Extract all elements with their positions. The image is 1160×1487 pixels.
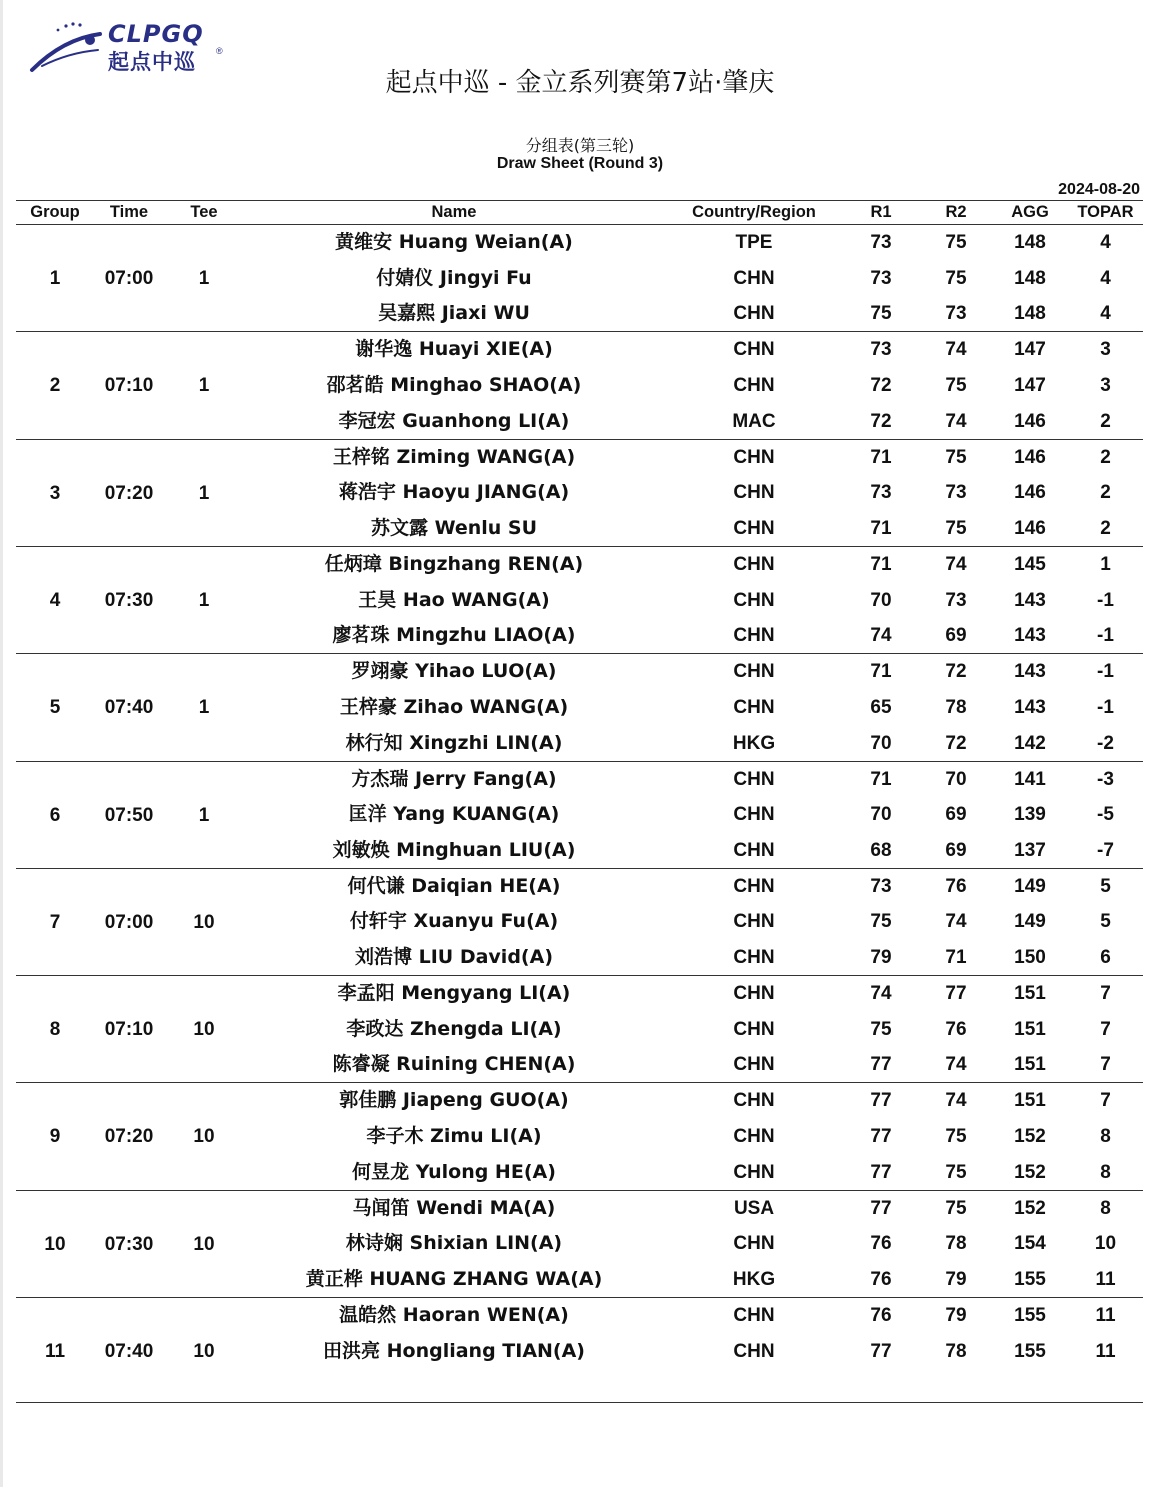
player-agg: 146 (1014, 482, 1046, 504)
group-number: 10 (44, 1233, 66, 1255)
player-name: 郭佳鹏 Jiapeng GUO(A) (339, 1089, 569, 1112)
player-topar: 10 (1094, 1233, 1117, 1255)
tee-time: 07:40 (104, 1341, 154, 1362)
player-topar: 8 (1100, 1126, 1111, 1148)
player-r1: 73 (870, 482, 892, 504)
tee-number: 1 (198, 375, 210, 397)
logo-text: CLPGQ (108, 20, 204, 48)
player-r2: 76 (945, 1018, 967, 1040)
group-number: 9 (49, 1126, 61, 1148)
player-r2: 77 (945, 983, 967, 1005)
table-row (16, 404, 1143, 440)
player-country: CHN (733, 1161, 775, 1183)
table-row (16, 1191, 1143, 1227)
table-row (16, 762, 1143, 798)
player-r1: 73 (870, 875, 892, 897)
player-r1: 77 (870, 1090, 892, 1112)
table-row (16, 1226, 1143, 1262)
player-agg: 146 (1014, 517, 1046, 539)
player-name: 李孟阳 Mengyang LI(A) (337, 982, 571, 1005)
tee-number: 1 (198, 589, 210, 611)
table-row (16, 976, 1143, 1012)
player-agg: 155 (1014, 1269, 1046, 1291)
tee-number: 1 (198, 482, 210, 504)
player-country: CHN (733, 1126, 775, 1148)
player-r2: 74 (945, 1090, 967, 1112)
player-r1: 77 (870, 1340, 892, 1362)
tee-time: 07:30 (104, 1233, 154, 1255)
player-topar: 11 (1095, 1269, 1116, 1291)
player-topar: 1 (1100, 553, 1111, 575)
player-r1: 65 (870, 696, 892, 718)
player-agg: 148 (1014, 267, 1046, 289)
tee-time: 07:10 (104, 375, 154, 397)
group-block (16, 976, 1143, 1083)
player-topar: 3 (1100, 339, 1111, 361)
player-r2: 69 (945, 804, 967, 826)
player-name: 李冠宏 Guanhong LI(A) (338, 409, 570, 432)
player-country: CHN (733, 374, 775, 396)
player-r1: 74 (870, 983, 892, 1005)
player-agg: 151 (1014, 1054, 1046, 1076)
col-group: Group (30, 203, 80, 221)
table-row (16, 726, 1143, 762)
tee-number: 10 (193, 911, 215, 933)
page-title: 起点中巡 - 金立系列赛第7站·肇庆 (385, 68, 775, 98)
player-topar: 7 (1100, 983, 1111, 1005)
player-r2: 74 (945, 911, 967, 933)
player-r1: 77 (870, 1197, 892, 1219)
player-r2: 69 (945, 839, 967, 861)
player-agg: 154 (1014, 1233, 1046, 1255)
player-r2: 78 (945, 1340, 967, 1362)
player-agg: 151 (1014, 1090, 1046, 1112)
player-topar: 8 (1100, 1161, 1111, 1183)
player-country: CHN (733, 1305, 775, 1326)
player-name: 蒋浩宇 Haoyu JIANG(A) (338, 481, 570, 504)
player-r1: 77 (870, 1126, 892, 1148)
tee-number: 10 (193, 1233, 215, 1255)
player-country: CHN (733, 589, 775, 611)
group-block (16, 654, 1143, 761)
player-country: CHN (733, 267, 775, 289)
tee-time: 07:20 (104, 482, 154, 504)
player-name: 廖茗珠 Mingzhu LIAO(A) (332, 624, 576, 647)
player-agg: 148 (1014, 303, 1046, 325)
player-r2: 72 (945, 732, 967, 754)
player-r2: 75 (945, 1126, 967, 1148)
group-block (16, 1083, 1143, 1190)
player-r1: 79 (870, 947, 892, 969)
tee-number: 1 (198, 697, 210, 719)
tee-number: 1 (198, 268, 210, 289)
player-r1: 73 (870, 267, 892, 289)
table-row (16, 1262, 1143, 1298)
player-topar: 3 (1100, 374, 1111, 396)
tee-time: 07:30 (104, 589, 154, 611)
table-row (16, 511, 1143, 547)
player-name: 刘浩博 LIU David(A) (355, 946, 553, 969)
table-row (16, 583, 1143, 619)
player-r2: 75 (945, 446, 967, 468)
player-agg: 148 (1014, 232, 1046, 253)
player-r1: 70 (870, 732, 892, 754)
table-row (16, 440, 1143, 476)
player-country: CHN (733, 804, 775, 826)
player-agg: 152 (1014, 1161, 1046, 1183)
table-row (16, 368, 1143, 404)
player-country: CHN (733, 839, 775, 861)
group-number: 2 (49, 375, 61, 397)
player-r2: 70 (945, 768, 967, 790)
player-topar: -5 (1097, 804, 1114, 826)
player-r1: 70 (870, 804, 892, 826)
player-country: CHN (733, 553, 775, 575)
group-block (16, 762, 1143, 869)
player-topar: 11 (1095, 1340, 1116, 1362)
player-r1: 74 (870, 625, 892, 647)
player-name: 林行知 Xingzhi LIN(A) (345, 731, 563, 754)
player-agg: 151 (1014, 983, 1046, 1005)
col-agg: AGG (1011, 203, 1049, 221)
player-country: CHN (733, 625, 775, 647)
page-edge (0, 0, 3, 1487)
header-top-rule (16, 200, 1143, 201)
table-row (16, 261, 1143, 297)
player-topar: 5 (1100, 911, 1111, 933)
player-agg: 152 (1014, 1126, 1046, 1148)
group-block (16, 332, 1143, 439)
col-name: Name (431, 203, 477, 221)
player-topar: 7 (1100, 1054, 1111, 1076)
player-r2: 69 (945, 625, 967, 647)
player-topar: 5 (1100, 875, 1111, 897)
player-r1: 76 (870, 1233, 892, 1255)
player-r2: 73 (945, 303, 967, 325)
player-name: 付婧仪 Jingyi Fu (376, 266, 532, 289)
player-r2: 71 (945, 947, 967, 969)
col-r2: R2 (945, 203, 967, 221)
player-name: 刘敏焕 Minghuan LIU(A) (332, 838, 576, 861)
player-r1: 77 (870, 1054, 892, 1076)
table-row (16, 1012, 1143, 1048)
subtitle-cn: 分组表(第三轮) (525, 136, 635, 155)
player-topar: 2 (1100, 410, 1111, 432)
player-name: 方杰瑞 Jerry Fang(A) (351, 767, 557, 790)
player-name: 付轩宇 Xuanyu Fu(A) (349, 910, 559, 933)
player-country: CHN (733, 1233, 775, 1255)
table-header (16, 203, 1143, 225)
player-name: 黄正桦 HUANG ZHANG WA(A) (305, 1268, 603, 1291)
player-agg: 143 (1014, 625, 1046, 647)
table-row (16, 1047, 1143, 1083)
player-topar: -2 (1097, 732, 1114, 754)
player-country: CHN (733, 1018, 775, 1040)
player-name: 李子木 Zimu LI(A) (366, 1125, 542, 1148)
player-topar: -1 (1097, 589, 1114, 611)
group-number: 4 (49, 589, 61, 611)
player-name: 谢华逸 Huayi XIE(A) (355, 338, 553, 361)
player-topar: 2 (1100, 446, 1111, 468)
tee-number: 10 (193, 1019, 215, 1041)
player-r1: 72 (870, 374, 892, 396)
player-r2: 75 (945, 374, 967, 396)
player-country: USA (733, 1197, 775, 1219)
group-number: 8 (49, 1019, 61, 1041)
player-topar: 8 (1100, 1197, 1111, 1219)
table-row (16, 904, 1143, 940)
player-agg: 150 (1014, 947, 1046, 969)
player-agg: 142 (1014, 732, 1046, 754)
table-row (16, 1334, 1143, 1370)
player-r1: 71 (870, 446, 892, 468)
player-agg: 143 (1014, 696, 1046, 718)
player-r2: 73 (945, 482, 967, 504)
player-agg: 151 (1014, 1018, 1046, 1040)
tee-time: 07:20 (104, 1126, 154, 1148)
player-agg: 149 (1014, 875, 1046, 897)
player-name: 林诗娴 Shixian LIN(A) (345, 1232, 563, 1255)
player-name: 王昊 Hao WANG(A) (358, 588, 550, 611)
group-block (16, 869, 1143, 976)
player-country: CHN (733, 482, 775, 504)
group-number: 5 (49, 697, 61, 719)
player-r1: 76 (870, 1269, 892, 1291)
player-country: CHN (733, 875, 775, 897)
player-r2: 79 (945, 1305, 967, 1326)
player-name: 温皓然 Haoran WEN(A) (339, 1304, 569, 1326)
table-row (16, 654, 1143, 690)
group-block (16, 547, 1143, 654)
player-r2: 74 (945, 339, 967, 361)
player-name: 陈睿凝 Ruining CHEN(A) (332, 1053, 576, 1076)
table-row (16, 869, 1143, 905)
player-agg: 147 (1014, 339, 1046, 361)
player-country: HKG (732, 1269, 776, 1291)
group-number: 11 (44, 1341, 66, 1362)
player-name: 黄维安 Huang Weian(A) (335, 231, 573, 253)
player-topar: -7 (1097, 839, 1114, 861)
player-agg: 149 (1014, 911, 1046, 933)
player-r2: 75 (945, 267, 967, 289)
player-country: CHN (733, 911, 775, 933)
player-name: 田洪亮 Hongliang TIAN(A) (323, 1339, 585, 1362)
player-name: 何代谦 Daiqian HE(A) (347, 874, 561, 897)
player-country: CHN (733, 303, 775, 325)
group-number: 3 (49, 482, 61, 504)
tee-number: 10 (193, 1341, 215, 1362)
player-name: 何昱龙 Yulong HE(A) (352, 1160, 556, 1183)
player-agg: 139 (1014, 804, 1046, 826)
player-country: CHN (733, 696, 775, 718)
player-agg: 146 (1014, 446, 1046, 468)
group-block (16, 225, 1143, 332)
table-row (16, 618, 1143, 654)
tee-time: 07:10 (104, 1019, 154, 1041)
table-row (16, 1083, 1143, 1119)
player-r1: 71 (870, 553, 892, 575)
player-r2: 78 (945, 1233, 967, 1255)
table-row (16, 1155, 1143, 1191)
table-row (16, 797, 1143, 833)
player-topar: 4 (1100, 232, 1111, 253)
table-row (16, 1119, 1143, 1155)
player-topar: -1 (1097, 625, 1114, 647)
player-country: CHN (733, 768, 775, 790)
player-r2: 73 (945, 589, 967, 611)
player-name: 邵茗皓 Minghao SHAO(A) (326, 373, 582, 396)
player-country: CHN (733, 517, 775, 539)
player-name: 马闻笛 Wendi MA(A) (352, 1196, 556, 1219)
player-r2: 75 (945, 232, 967, 253)
tee-number: 1 (198, 804, 210, 826)
group-block (16, 1191, 1143, 1298)
logo-text-cn: 起点中巡 (108, 50, 196, 74)
tee-number: 10 (193, 1126, 215, 1148)
player-agg: 143 (1014, 589, 1046, 611)
player-agg: 152 (1014, 1197, 1046, 1219)
col-country: Country/Region (692, 203, 816, 221)
player-r2: 75 (945, 517, 967, 539)
player-country: CHN (733, 983, 775, 1005)
group-number: 6 (49, 804, 61, 826)
date-label: 2024-08-20 (1058, 181, 1140, 198)
player-name: 李政达 Zhengda LI(A) (346, 1017, 562, 1040)
table-row (16, 547, 1143, 583)
player-agg: 155 (1014, 1340, 1046, 1362)
player-name: 王梓铭 Ziming WANG(A) (332, 445, 576, 468)
player-name: 王梓豪 Zihao WANG(A) (339, 695, 569, 718)
player-country: CHN (733, 339, 775, 361)
player-topar: 7 (1100, 1090, 1111, 1112)
player-topar: 4 (1100, 267, 1111, 289)
col-topar: TOPAR (1077, 203, 1134, 221)
player-name: 罗翊豪 Yihao LUO(A) (351, 660, 557, 683)
group-number: 1 (49, 268, 61, 289)
player-r2: 74 (945, 410, 967, 432)
group-number: 7 (49, 911, 61, 933)
player-country: HKG (732, 732, 776, 754)
player-r1: 71 (870, 768, 892, 790)
player-r2: 75 (945, 1197, 967, 1219)
player-country: TPE (735, 232, 773, 253)
player-r1: 76 (870, 1305, 892, 1326)
player-r1: 71 (870, 661, 892, 683)
player-r1: 73 (870, 232, 892, 253)
player-agg: 147 (1014, 374, 1046, 396)
player-name: 吴嘉熙 Jiaxi WU (378, 302, 530, 325)
player-r1: 68 (870, 839, 892, 861)
player-r1: 77 (870, 1161, 892, 1183)
player-agg: 143 (1014, 661, 1046, 683)
player-name: 任炳璋 Bingzhang REN(A) (324, 552, 584, 575)
tee-time: 07:50 (104, 804, 154, 826)
player-r1: 72 (870, 410, 892, 432)
player-r2: 79 (945, 1269, 967, 1291)
col-tee: Tee (190, 203, 218, 221)
player-country: CHN (733, 446, 775, 468)
tee-time: 07:40 (104, 697, 154, 719)
player-topar: 11 (1095, 1305, 1116, 1326)
player-topar: 6 (1100, 947, 1111, 969)
tee-time: 07:00 (104, 911, 154, 933)
player-topar: -1 (1097, 696, 1114, 718)
player-country: MAC (732, 410, 776, 432)
player-country: CHN (733, 1054, 775, 1076)
table-row (16, 475, 1143, 511)
player-topar: -3 (1097, 768, 1114, 790)
table-row (16, 1298, 1143, 1334)
group-divider (16, 1402, 1143, 1403)
table-row (16, 225, 1143, 261)
player-country: CHN (733, 1090, 775, 1112)
col-r1: R1 (870, 203, 892, 221)
player-topar: 7 (1100, 1018, 1111, 1040)
col-time: Time (109, 203, 149, 221)
player-r1: 73 (870, 339, 892, 361)
subtitle-en: Draw Sheet (Round 3) (496, 155, 664, 172)
player-country: CHN (733, 947, 775, 969)
player-r2: 78 (945, 696, 967, 718)
group-block (16, 440, 1143, 547)
player-r1: 70 (870, 589, 892, 611)
player-name: 苏文露 Wenlu SU (370, 516, 538, 539)
player-name: 匡洋 Yang KUANG(A) (348, 803, 560, 826)
player-country: CHN (733, 661, 775, 683)
player-r2: 74 (945, 1054, 967, 1076)
player-agg: 155 (1014, 1305, 1046, 1326)
table-row (16, 833, 1143, 869)
player-topar: -1 (1097, 661, 1114, 683)
player-country: CHN (733, 1340, 775, 1362)
table-row (16, 940, 1143, 976)
player-r1: 75 (870, 1018, 892, 1040)
player-topar: 2 (1100, 517, 1111, 539)
player-r2: 72 (945, 661, 967, 683)
player-r2: 74 (945, 553, 967, 575)
table-row (16, 296, 1143, 332)
table-row (16, 690, 1143, 726)
table-row (16, 332, 1143, 368)
player-r2: 76 (945, 875, 967, 897)
player-agg: 146 (1014, 410, 1046, 432)
tee-time: 07:00 (104, 268, 154, 289)
player-agg: 141 (1014, 768, 1046, 790)
group-block (16, 1298, 1143, 1405)
player-topar: 2 (1100, 482, 1111, 504)
player-r2: 75 (945, 1161, 967, 1183)
player-r1: 75 (870, 303, 892, 325)
player-agg: 137 (1014, 839, 1046, 861)
player-agg: 145 (1014, 553, 1046, 575)
registered-mark: ® (216, 46, 223, 56)
player-topar: 4 (1100, 303, 1111, 325)
player-r1: 75 (870, 911, 892, 933)
player-r1: 71 (870, 517, 892, 539)
